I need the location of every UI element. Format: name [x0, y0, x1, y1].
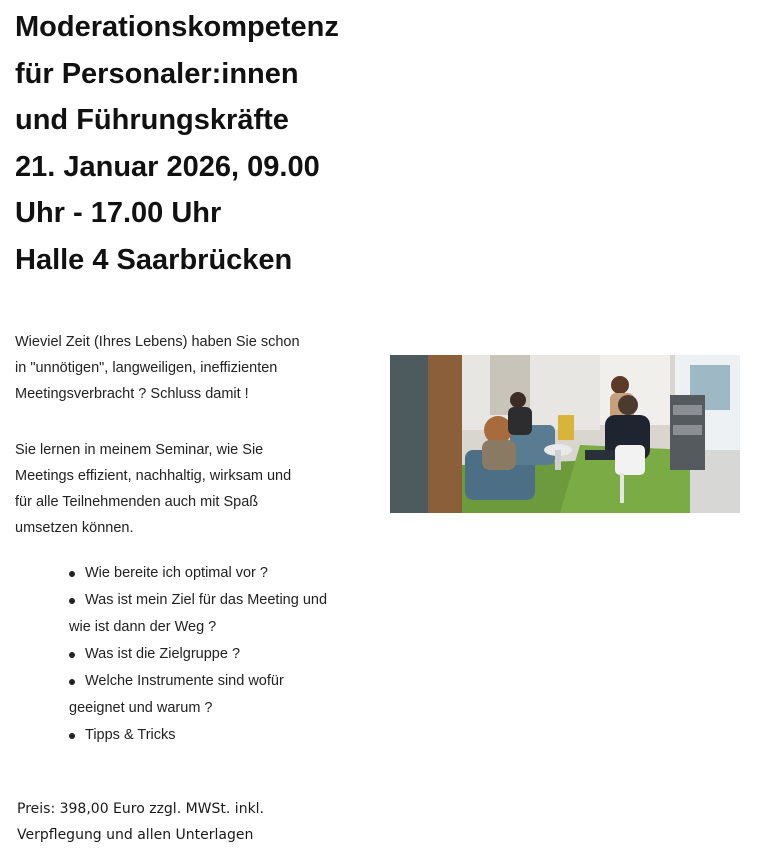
topic-item	[15, 560, 385, 587]
price-info	[17, 796, 264, 848]
topic-text: Welche Instrumente sind wofür	[15, 668, 385, 695]
intro-line: in "unnötigen", langweiligen, ineffizienten	[15, 360, 278, 376]
topic-item	[15, 587, 385, 641]
description-line: für alle Teilnehmenden auch mit Spaß	[15, 494, 259, 510]
seminar-description	[15, 437, 375, 541]
description-line: umsetzen können.	[15, 520, 134, 536]
topic-text: Was ist mein Ziel für das Meeting und	[15, 587, 385, 614]
topic-item	[15, 722, 385, 749]
price-line: Verpflegung und allen Unterlagen	[17, 827, 254, 843]
description-line: Meetings effizient, nachhaltig, wirksam und	[15, 468, 292, 484]
price-line: Preis: 398,00 Euro zzgl. MWSt. inkl.	[17, 801, 265, 817]
topic-text: Wie bereite ich optimal vor ?	[15, 560, 385, 587]
title-line: für Personaler:innen	[15, 57, 299, 90]
topic-text-continued: geeignet und warum ?	[69, 700, 213, 716]
topic-text: Was ist die Zielgruppe ?	[15, 641, 385, 668]
intro-line: Wieviel Zeit (Ihres Lebens) haben Sie schon	[15, 334, 300, 350]
topics-list	[15, 560, 385, 749]
title-line-location: Halle 4 Saarbrücken	[15, 243, 293, 276]
title-line-date: 21. Januar 2026, 09.00	[15, 150, 320, 183]
intro-line: Meetingsverbracht ? Schluss damit !	[15, 386, 249, 402]
topic-item	[15, 641, 385, 668]
seminar-photo	[390, 355, 740, 513]
topic-text: Tipps & Tricks	[15, 722, 385, 749]
title-line: Moderationskompetenz	[15, 11, 339, 43]
description-line: Sie lernen in meinem Seminar, wie Sie	[15, 442, 264, 458]
title-line: und Führungskräfte	[15, 104, 289, 136]
intro-paragraph	[15, 329, 375, 407]
title-line-time: Uhr - 17.00 Uhr	[15, 197, 222, 229]
topic-text-continued: wie ist dann der Weg ?	[69, 619, 217, 635]
event-title	[15, 4, 385, 283]
topic-item	[15, 668, 385, 722]
